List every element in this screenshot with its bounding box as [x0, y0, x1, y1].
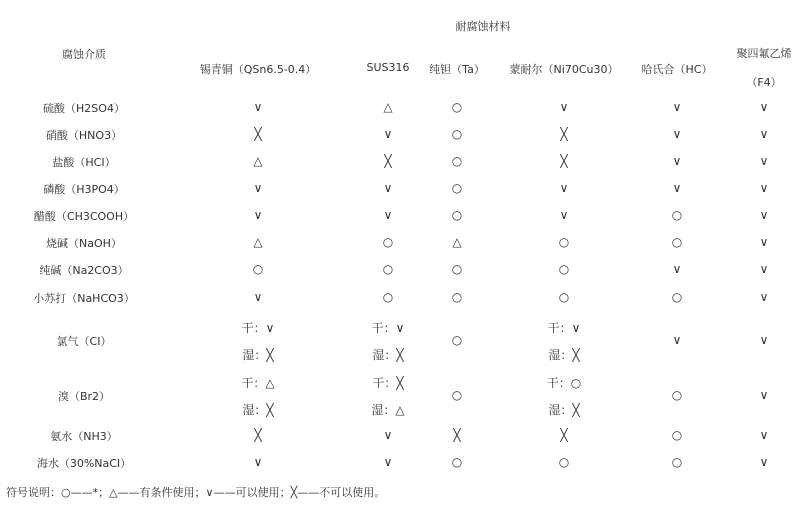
rating-cell: ○ [451, 100, 463, 114]
rating-cell: ∨ [253, 290, 263, 304]
wet-rating-cell: 湿：△ [371, 403, 405, 417]
material-header-tantalum: 纯钽（Ta） [429, 63, 485, 76]
rating-cell: ∨ [559, 181, 569, 195]
wet-rating-cell: 湿：╳ [242, 403, 274, 417]
rating-cell: ∨ [759, 428, 769, 442]
rating-cell: ╳ [384, 154, 392, 168]
rating-cell: ○ [671, 455, 683, 469]
material-header-ptfe: 聚四氟乙烯 [736, 47, 792, 60]
rating-cell: ∨ [759, 290, 769, 304]
rating-cell: ╳ [453, 428, 461, 442]
rating-cell: ∨ [759, 388, 769, 402]
medium-cell: 醋酸（CH3COOH） [33, 210, 135, 223]
rating-cell: ∨ [759, 100, 769, 114]
rating-cell: ○ [671, 290, 683, 304]
medium-cell: 硝酸（HNO3） [45, 129, 123, 142]
rating-cell: ○ [451, 181, 463, 195]
medium-cell: 纯碱（Na2CO3） [39, 264, 129, 277]
medium-cell: 溴（Br2） [57, 390, 111, 403]
rating-cell: ○ [671, 208, 683, 222]
rating-cell: ∨ [383, 428, 393, 442]
rating-cell: ∨ [253, 455, 263, 469]
medium-cell: 烧碱（NaOH） [46, 237, 122, 250]
rating-cell: ∨ [559, 208, 569, 222]
rating-cell: ╳ [560, 428, 568, 442]
rating-cell: ○ [451, 290, 463, 304]
material-header-sus316: SUS316 [366, 61, 410, 74]
dry-rating-cell: 干：╳ [372, 376, 404, 390]
dry-rating-cell: 干：∨ [371, 321, 405, 335]
rating-cell: ╳ [254, 428, 262, 442]
rating-cell: ∨ [672, 127, 682, 141]
symbol-legend: 符号说明：○——*；△——有条件使用；∨——可以使用；╳——不可以使用。 [6, 486, 386, 499]
rating-cell: ∨ [672, 100, 682, 114]
rating-cell: ○ [252, 262, 264, 276]
rating-cell: ∨ [383, 455, 393, 469]
rating-cell: ∨ [253, 100, 263, 114]
medium-cell: 氯气（CI） [56, 335, 112, 348]
rating-cell: ○ [382, 235, 394, 249]
rating-cell: ∨ [383, 208, 393, 222]
medium-cell: 盐酸（HCI） [52, 156, 116, 169]
medium-cell: 氨水（NH3） [50, 430, 118, 443]
rating-cell: ∨ [759, 154, 769, 168]
rating-cell: ○ [451, 455, 463, 469]
rating-cell: △ [253, 154, 263, 168]
rating-cell: ○ [558, 262, 570, 276]
rating-cell: ∨ [672, 154, 682, 168]
dry-rating-cell: 干：△ [241, 376, 275, 390]
rating-cell: ∨ [383, 127, 393, 141]
medium-cell: 海水（30%NaCI） [36, 457, 132, 470]
material-header-hastelloy: 哈氏合（HC） [641, 63, 713, 76]
rating-cell: ∨ [759, 455, 769, 469]
rating-cell: ∨ [759, 235, 769, 249]
rating-cell: ∨ [672, 333, 682, 347]
rating-cell: △ [253, 235, 263, 249]
medium-column-header: 腐蚀介质 [62, 48, 106, 61]
wet-rating-cell: 湿：╳ [548, 348, 580, 362]
rating-cell: △ [383, 100, 393, 114]
rating-cell: ○ [451, 262, 463, 276]
rating-cell: ○ [451, 208, 463, 222]
rating-cell: ○ [558, 290, 570, 304]
rating-cell: ○ [451, 154, 463, 168]
rating-cell: ○ [558, 235, 570, 249]
material-header-bronze: 锡青铜（QSn6.5-0.4） [199, 63, 317, 76]
rating-cell: ╳ [560, 127, 568, 141]
rating-cell: ○ [671, 428, 683, 442]
rating-cell: ∨ [559, 100, 569, 114]
wet-rating-cell: 湿：╳ [242, 348, 274, 362]
wet-rating-cell: 湿：╳ [372, 348, 404, 362]
rating-cell: ∨ [253, 181, 263, 195]
material-header-ptfe-code: （F4） [746, 76, 782, 89]
rating-cell: ∨ [759, 262, 769, 276]
rating-cell: ○ [382, 262, 394, 276]
rating-cell: ○ [451, 333, 463, 347]
rating-cell: △ [452, 235, 462, 249]
rating-cell: ○ [671, 235, 683, 249]
rating-cell: ∨ [759, 333, 769, 347]
wet-rating-cell: 湿：╳ [548, 403, 580, 417]
rating-cell: ∨ [759, 181, 769, 195]
rating-cell: ∨ [759, 208, 769, 222]
rating-cell: ╳ [560, 154, 568, 168]
rating-cell: ○ [671, 388, 683, 402]
rating-cell: ∨ [759, 127, 769, 141]
dry-rating-cell: 干：∨ [241, 321, 275, 335]
medium-cell: 小苏打（NaHCO3） [33, 292, 135, 305]
rating-cell: ○ [451, 127, 463, 141]
rating-cell: ╳ [254, 127, 262, 141]
material-group-title: 耐腐蚀材料 [455, 20, 511, 33]
dry-rating-cell: 干：○ [546, 376, 582, 390]
medium-cell: 硫酸（H2SO4） [43, 102, 125, 115]
rating-cell: ○ [382, 290, 394, 304]
dry-rating-cell: 干：∨ [547, 321, 581, 335]
rating-cell: ∨ [672, 181, 682, 195]
rating-cell: ∨ [672, 262, 682, 276]
rating-cell: ○ [451, 388, 463, 402]
rating-cell: ∨ [253, 208, 263, 222]
medium-cell: 磷酸（H3PO4） [43, 183, 125, 196]
rating-cell: ○ [558, 455, 570, 469]
material-header-monel: 蒙耐尔（Ni70Cu30） [509, 63, 619, 76]
rating-cell: ∨ [383, 181, 393, 195]
